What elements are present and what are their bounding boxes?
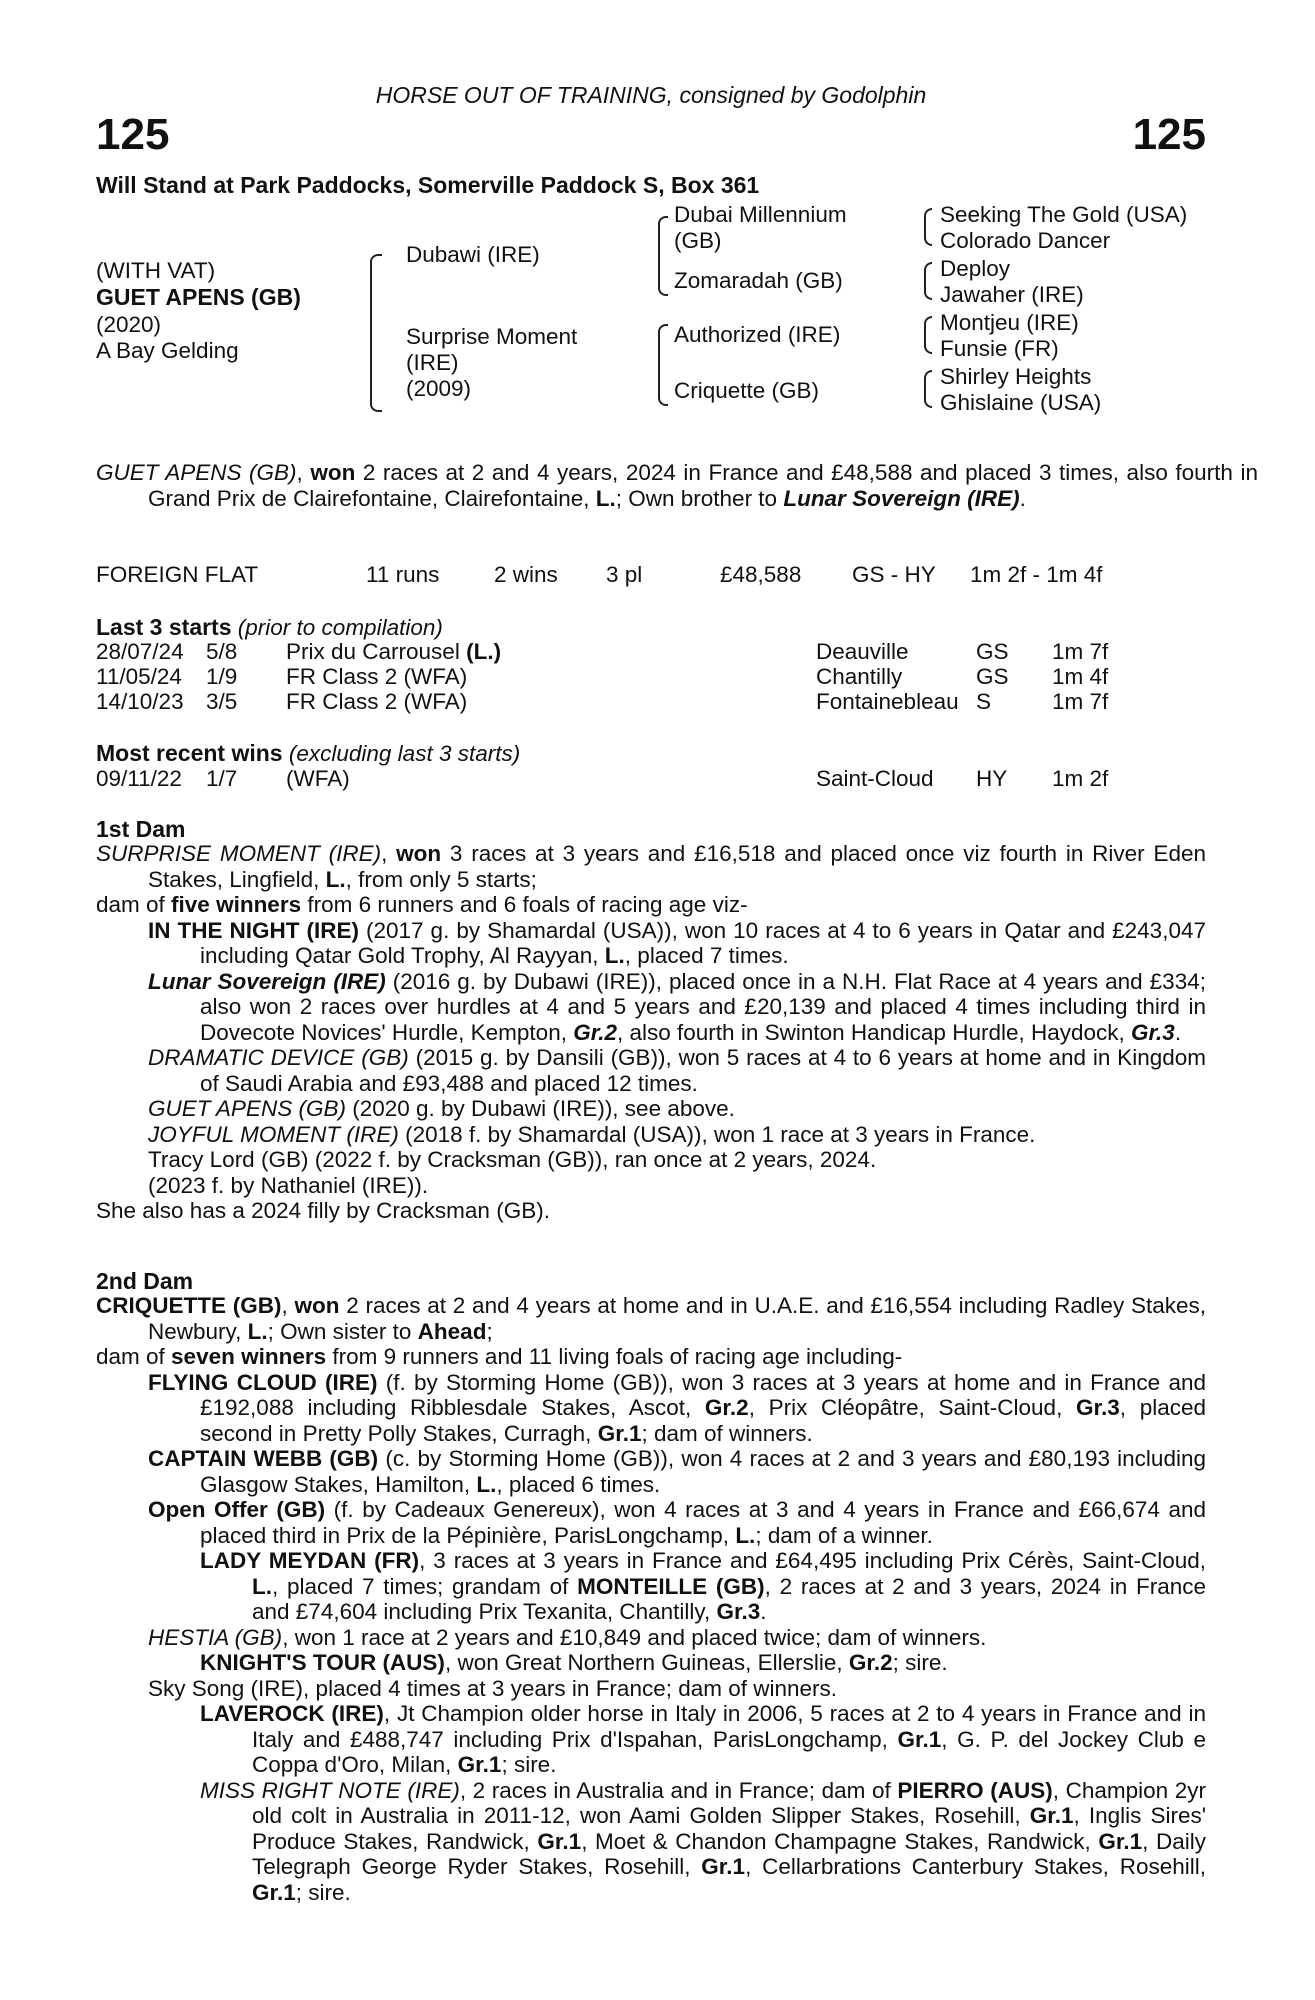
summary-end: . [1019,485,1026,511]
first-dam-also: She also has a 2024 filly by Cracksman (GB). [96,1198,550,1223]
pedigree-brace-dam [658,324,668,406]
summary-brother: Lunar Sovereign (IRE) [783,485,1020,511]
progeny-guet-apens [96,1096,1206,1122]
pedigree-brace-g3-2 [924,262,932,300]
second-dam-damof-c: from 9 runners and 11 living foals of racing age including- [326,1344,903,1369]
progeny-knights-tour [96,1650,1206,1676]
last-start-race-name: Prix du Carrousel [286,639,467,664]
first-dam-name: SURPRISE MOMENT (IRE) [96,841,382,866]
vat-note: (WITH VAT) [96,258,216,283]
horse-year: (2020) [96,312,162,337]
progeny-end: , placed 6 times. [496,1471,661,1497]
record-going: GS - HY [852,562,936,587]
last-start-race: FR Class 2 (WFA) [286,689,468,714]
progeny-grade: Gr.1 [537,1828,582,1854]
first-dam-text: 3 races at 3 years and £16,518 and placed once viz fourth in River Eden Stakes, Lingfield, [148,841,1206,892]
second-dam-heading: 2nd Dam [96,1268,194,1294]
progeny-grade: Gr.2 [704,1395,749,1420]
progeny-laverock [96,1701,1206,1778]
last-start-race: FR Class 2 (WFA) [286,664,468,689]
second-dam-damof-a: dam of [96,1344,172,1369]
progeny-grade: Gr.1 [1029,1803,1074,1828]
progeny-text: (2020 g. by Dubawi (IRE)), see above. [345,1096,735,1121]
progeny-name: CAPTAIN WEBB (GB) [148,1446,379,1471]
progeny-lunar-sovereign [96,969,1206,1046]
progeny-name: MISS RIGHT NOTE (IRE) [200,1777,460,1803]
progeny-listed: L. [735,1522,756,1548]
pedigree-g3-sss: Seeking The Gold (USA) [940,202,1188,227]
progeny-tracy-lord: Tracy Lord (GB) (2022 f. by Cracksman (GB)), ran once at 2 years, 2024. [148,1147,877,1172]
progeny-text: , Champion 2yr old colt in Australia in 2011-12, won Aami Golden Slipper Stakes, Rosehill, [252,1777,1207,1828]
recent-win-course: Saint-Cloud [816,766,934,791]
summary-name: GUET APENS (GB) [96,460,297,485]
record-runs: 11 runs [366,562,440,587]
progeny-text: , Cellarbrations Canterbury Stakes, Rosehill, [745,1854,1206,1879]
last-start-going: GS [976,639,1009,664]
first-dam-won: won [396,841,442,866]
last-start-row [96,689,1206,715]
last-start-dist: 1m 7f [1052,639,1109,664]
pedigree-g3-ddd: Ghislaine (USA) [940,390,1102,415]
recent-win-row [96,766,1206,792]
catalogue-page [96,0,1258,2000]
progeny-text: , Prix Cléopâtre, Saint-Cloud, [748,1395,1076,1420]
progeny-end: , placed 7 times. [624,943,789,968]
progeny-name: KNIGHT'S TOUR (AUS) [200,1650,445,1675]
second-dam-text-end: ; [486,1318,493,1344]
pedigree-brace-g3-1 [924,208,932,246]
progeny-text: (2018 f. by Shamardal (USA)), won 1 race at 3 years in France. [398,1121,1036,1147]
pedigree-dam-line3: (2009) [406,376,472,401]
recent-wins-note: (excluding last 3 starts) [288,741,521,766]
first-dam-listed: L. [325,866,346,892]
progeny-text: (2015 g. by Dansili (GB)), won 5 races at 4 to 6 years at home and in Kingdom of Saudi Arabia and £93,488 and placed 12 times. [200,1045,1206,1096]
first-dam-text-end: , from only 5 starts; [345,866,537,892]
progeny-text: , placed 7 times; grandam of [272,1573,578,1599]
progeny-text: (f. by Storming Home (GB)), won 3 races at 3 years at home and in France and £192,088 including Ribblesdale Stakes, Ascot, [200,1369,1206,1420]
progeny-flying-cloud [96,1370,1206,1447]
progeny-in-the-night [96,918,1206,969]
horse-description: A Bay Gelding [96,338,239,363]
first-dam-damof-b: five winners [171,892,302,917]
record-placed: 3 pl [606,562,643,587]
pedigree-dam-dam: Criquette (GB) [674,378,820,403]
pedigree-g3-sds: Deploy [940,256,1011,281]
progeny-end: ; dam of a winner. [755,1522,933,1548]
progeny-text: , Jt Champion older horse in Italy in 2006, 5 races at 2 to 4 years in France and in Italy and £488,747 including Prix d'Ispahan, ParisLongchamp, [252,1701,1206,1752]
progeny-lady-meydan [96,1548,1206,1625]
progeny-text: , Moet & Chandon Champagne Stakes, Randwick, [581,1828,1099,1854]
stand-location: Will Stand at Park Paddocks, Somerville Paddock S, Box 361 [96,172,760,198]
last-start-going: GS [976,664,1009,689]
second-dam-won: won [294,1293,340,1318]
recent-win-race: (WFA) [286,766,350,791]
lot-number-left: 125 [96,110,170,159]
last-start-row [96,639,1206,665]
progeny-grade: Gr.1 [701,1854,746,1879]
progeny-grade: Gr.3 [1076,1395,1120,1420]
progeny-text: , 2 races in Australia and in France; dam of [459,1777,898,1803]
progeny-grade: Gr.2 [573,1019,617,1045]
second-dam-text2: ; Own sister to [267,1318,418,1344]
progeny-text-mid: , also fourth in Swinton Handicap Hurdle, Haydock, [617,1019,1132,1045]
second-dam-listed: L. [247,1318,268,1344]
progeny-name: IN THE NIGHT (IRE) [148,917,359,943]
horse-summary: GUET APENS (GB), won 2 races at 2 and 4 years, 2024 in France and £48,588 and placed 3 times, also fourth in Grand Prix de Clairefontaine, Clairefontaine, L.; Own brother to Lunar Sovereign (IRE). [96,460,1258,511]
progeny-text: , G. P. del Jockey Club e Coppa d'Oro, Milan, [252,1726,1206,1777]
progeny-grade: Gr.1 [252,1879,296,1905]
pedigree-dam-line2: (IRE) [406,350,459,375]
progeny-end: ; sire. [295,1879,351,1905]
progeny-joyful-moment [96,1122,1206,1148]
progeny-grade: Gr.1 [457,1752,502,1777]
pedigree-sire: Dubawi (IRE) [406,242,540,267]
second-dam-text: 2 races at 2 and 4 years at home and in U.A.E. and £16,554 including Radley Stakes, Newbury, [148,1293,1206,1344]
progeny-text: , won Great Northern Guineas, Ellerslie, [444,1650,849,1675]
record-wins: 2 wins [494,562,558,587]
last-start-course: Deauville [816,639,909,664]
progeny-grade: Gr.1 [597,1420,642,1446]
progeny-end: . [760,1599,767,1624]
last-start-date: 14/10/23 [96,689,184,714]
progeny-text: (c. by Storming Home (GB)), won 4 races at 2 and 3 years and £80,193 including Glasgow Stakes, Hamilton, [200,1446,1206,1497]
race-record-row [96,562,1206,590]
progeny-listed: L. [604,943,625,968]
recent-win-date: 09/11/22 [96,766,182,791]
first-dam-damof-a: dam of [96,892,172,917]
progeny-dramatic-device [96,1045,1206,1096]
progeny-listed: L. [252,1573,272,1599]
progeny-name: GUET APENS (GB) [148,1096,346,1121]
progeny-grade: Gr.3 [1131,1019,1175,1045]
pedigree-dam-line1: Surprise Moment [406,324,578,349]
second-dam-damof-b: seven winners [171,1344,327,1369]
pedigree-brace-g3-4 [924,370,932,408]
pedigree-brace-g3-3 [924,316,932,354]
progeny-name: LADY MEYDAN (FR) [200,1548,420,1573]
progeny-text: , won 1 race at 2 years and £10,849 and placed twice; dam of winners. [282,1624,987,1650]
last-start-row [96,664,1206,690]
progeny-end: ; sire. [501,1752,557,1777]
progeny-name: DRAMATIC DEVICE (GB) [148,1045,409,1070]
last-start-course: Fontainebleau [816,689,959,714]
last-start-going: S [976,689,992,714]
recent-wins-heading [96,740,520,767]
pedigree-dam-sire: Authorized (IRE) [674,322,841,347]
pedigree-g3-ssd: Colorado Dancer [940,228,1111,253]
second-dam-sister: Ahead [417,1318,487,1344]
progeny-open-offer [96,1497,1206,1548]
last-start-date: 28/07/24 [96,639,184,664]
progeny-end: ; sire. [892,1650,948,1675]
last-start-grade: (L.) [466,639,502,664]
progeny-listed: L. [476,1471,497,1497]
progeny-end: ; dam of winners. [641,1420,813,1446]
last-starts-heading [96,614,443,641]
progeny-name: HESTIA (GB) [148,1624,283,1650]
progeny-name: Open Offer (GB) [148,1497,326,1522]
progeny-grandchild: MONTEILLE (GB) [577,1573,765,1599]
progeny-2023-filly: (2023 f. by Nathaniel (IRE)). [148,1172,429,1198]
progeny-name: FLYING CLOUD (IRE) [148,1369,378,1395]
last-start-pos: 3/5 [206,689,238,714]
pedigree-g3-dds: Shirley Heights [940,364,1092,389]
pedigree-g3-sdd: Jawaher (IRE) [940,282,1084,307]
record-distance: 1m 2f - 1m 4f [970,562,1103,587]
horse-name: GUET APENS (GB) [96,284,301,310]
pedigree-g3-dss: Montjeu (IRE) [940,310,1079,335]
progeny-text: (2017 g. by Shamardal (USA)), won 10 races at 4 to 6 years in Qatar and £243,047 including Qatar Gold Trophy, Al Rayyan, [200,917,1206,968]
pedigree-g3-dsd: Funsie (FR) [940,336,1059,361]
progeny-text: (f. by Cadeaux Genereux), won 4 races at 3 and 4 years in France and £66,674 and placed third in Prix de la Pépinière, ParisLongchamp, [200,1497,1207,1548]
summary-listed: L. [595,485,616,511]
progeny-captain-webb [96,1446,1206,1497]
recent-win-dist: 1m 2f [1052,766,1109,791]
progeny-end: . [1174,1019,1182,1045]
recent-wins-title: Most recent wins [96,740,283,766]
progeny-name: Lunar Sovereign (IRE) [148,968,386,994]
second-dam-name: CRIQUETTE (GB) [96,1293,282,1318]
last-start-dist: 1m 4f [1052,664,1109,689]
pedigree-sire-sire-line2: (GB) [674,228,722,253]
second-dam-section: CRIQUETTE (GB), won 2 races at 2 and 4 years at home and in U.A.E. and £16,554 including Radley Stakes, Newbury, L.; Own sister to Ahead; dam of seven winners from 9 runners and 11 living foals of racing age including- FLYING CLOUD (IRE) (f. by Storming Home (GB)), won 3 races at 3 years at home and in France and £192,088 including Ribblesdale Stakes, Ascot, Gr.2, Prix Cléopâtre, Saint-Cloud, Gr.3, placed second in Pretty Polly Stakes, Curragh, Gr.1; dam of winners. CAPTAIN WEBB (GB) (c. by Storming Home (GB)), won 4 races at 2 and 3 years and £80,193 including Glasgow Stakes, Hamilton, L., placed 6 times. Open Offer (GB) (f. by Cadeaux Genereux), won 4 races at 3 and 4 years in France and £66,674 and placed third in Prix de la Pépinière, ParisLongchamp, L.; dam of a winner. LADY MEYDAN (FR), 3 races at 3 years in France and £64,495 including Prix Cérès, Saint-Cloud, L., placed 7 times; grandam of MONTEILLE (GB), 2 races at 2 and 3 years, 2024 in France and £74,604 including Prix Texanita, Chantilly, Gr.3. HESTIA (GB), won 1 race at 2 years and £10,849 and placed twice; dam of winners. KNIGHT'S TOUR (AUS), won Great Northern Guineas, Ellerslie, Gr.2; sire. Sky Song (IRE), placed 4 times at 3 years in France; dam of winners. LAVEROCK (IRE), Jt Champion older horse in Italy in 2006, 5 races at 2 to 4 years in France and in Italy and £488,747 including Prix d'Ispahan, ParisLongchamp, Gr.1, G. P. del Jockey Club e Coppa d'Oro, Milan, Gr.1; sire. MISS RIGHT NOTE (IRE), 2 races in Australia and in France; dam of PIERRO (AUS), Champion 2yr old colt in Australia in 2011-12, won Aami Golden Slipper Stakes, Rosehill, Gr.1, Inglis Sires' Produce Stakes, Randwick, Gr.1, Moet & Chandon Champagne Stakes, Randwick, Gr.1, Daily Telegraph George Ryder Stakes, Rosehill, Gr.1, Cellarbrations Canterbury Stakes, Rosehill, Gr.1; sire. [96,1293,1207,1905]
pedigree-sire-dam: Zomaradah (GB) [674,268,843,293]
progeny-grade: Gr.3 [716,1599,761,1624]
progeny-grade: Gr.1 [1098,1828,1143,1854]
progeny-name: JOYFUL MOMENT (IRE) [148,1121,399,1147]
last-starts-title: Last 3 starts [96,614,232,640]
first-dam-damof-c: from 6 runners and 6 foals of racing age viz- [301,892,748,917]
progeny-text: , 2 races at 2 and 3 years, 2024 in France and £74,604 including Prix Texanita, Chantilly, [252,1573,1206,1624]
last-start-dist: 1m 7f [1052,689,1109,714]
progeny-text: , Daily Telegraph George Ryder Stakes, Rosehill, [252,1828,1206,1879]
record-earnings: £48,588 [720,562,802,587]
progeny-text: (2016 g. by Dubawi (IRE)), placed once in a N.H. Flat Race at 4 years and £334; also won 2 races over hurdles at 4 and 5 years and £20,139 and placed 4 times including third in Dovecote Novices' Hurdle, Kempton, [200,968,1206,1045]
progeny-name: LAVEROCK (IRE) [200,1701,384,1726]
last-start-pos: 5/8 [206,639,238,664]
last-start-race [286,639,501,665]
last-start-pos: 1/9 [206,664,238,689]
progeny-text: , Inglis Sires' Produce Stakes, Randwick, [252,1803,1206,1854]
progeny-grade: Gr.1 [897,1726,942,1752]
lot-number-right: 125 [1132,110,1206,159]
last-start-date: 11/05/24 [96,664,182,689]
first-dam-heading: 1st Dam [96,816,186,842]
progeny-miss-right-note [96,1778,1206,1906]
consignment-header: HORSE OUT OF TRAINING, consigned by Godolphin [375,82,927,108]
progeny-grade: Gr.2 [848,1650,893,1675]
summary-text1: 2 races at 2 and 4 years, 2024 in France and £48,588 and placed 3 times, also fourth in Grand Prix de Clairefontaine, Clairefontaine, [148,460,1258,511]
pedigree-brace-sire [658,216,668,296]
summary-text2: ; Own brother to [615,485,784,511]
recent-win-going: HY [976,766,1008,791]
progeny-text: , 3 races at 3 years in France and £64,495 including Prix Cérès, Saint-Cloud, [419,1548,1206,1573]
first-dam-section: SURPRISE MOMENT (IRE), won 3 races at 3 years and £16,518 and placed once viz fourth in River Eden Stakes, Lingfield, L., from only 5 starts; dam of five winners from 6 runners and 6 foals of racing age viz- IN THE NIGHT (IRE) (2017 g. by Shamardal (USA)), won 10 races at 4 to 6 years in Qatar and £243,047 including Qatar Gold Trophy, Al Rayyan, L., placed 7 times. Lunar Sovereign (IRE) (2016 g. by Dubawi (IRE)), placed once in a N.H. Flat Race at 4 years and £334; also won 2 races over hurdles at 4 and 5 years and £20,139 and placed 4 times including third in Dovecote Novices' Hurdle, Kempton, Gr.2, also fourth in Swinton Handicap Hurdle, Haydock, Gr.3. DRAMATIC DEVICE (GB) (2015 g. by Dansili (GB)), won 5 races at 4 to 6 years at home and in Kingdom of Saudi Arabia and £93,488 and placed 12 times. GUET APENS (GB) (2020 g. by Dubawi (IRE)), see above. JOYFUL MOMENT (IRE) (2018 f. by Shamardal (USA)), won 1 race at 3 years in France. Tracy Lord (GB) (2022 f. by Cracksman (GB)), ran once at 2 years, 2024. (2023 f. by Nathaniel (IRE)). She also has a 2024 filly by Cracksman (GB). [96,841,1206,1223]
progeny-sky-song: Sky Song (IRE), placed 4 times at 3 years in France; dam of winners. [148,1675,838,1701]
pedigree-brace-main [370,254,382,412]
progeny-grandchild: PIERRO (AUS) [897,1777,1053,1803]
record-label: FOREIGN FLAT [96,562,259,587]
recent-win-pos: 1/7 [206,766,238,791]
summary-won: won [310,460,356,485]
last-start-course: Chantilly [816,664,903,689]
last-starts-note: (prior to compilation) [237,615,443,640]
progeny-text: , placed second in Pretty Polly Stakes, Curragh, [200,1395,1207,1446]
pedigree-sire-sire-line1: Dubai Millennium [674,202,847,227]
progeny-hestia [96,1625,1206,1651]
